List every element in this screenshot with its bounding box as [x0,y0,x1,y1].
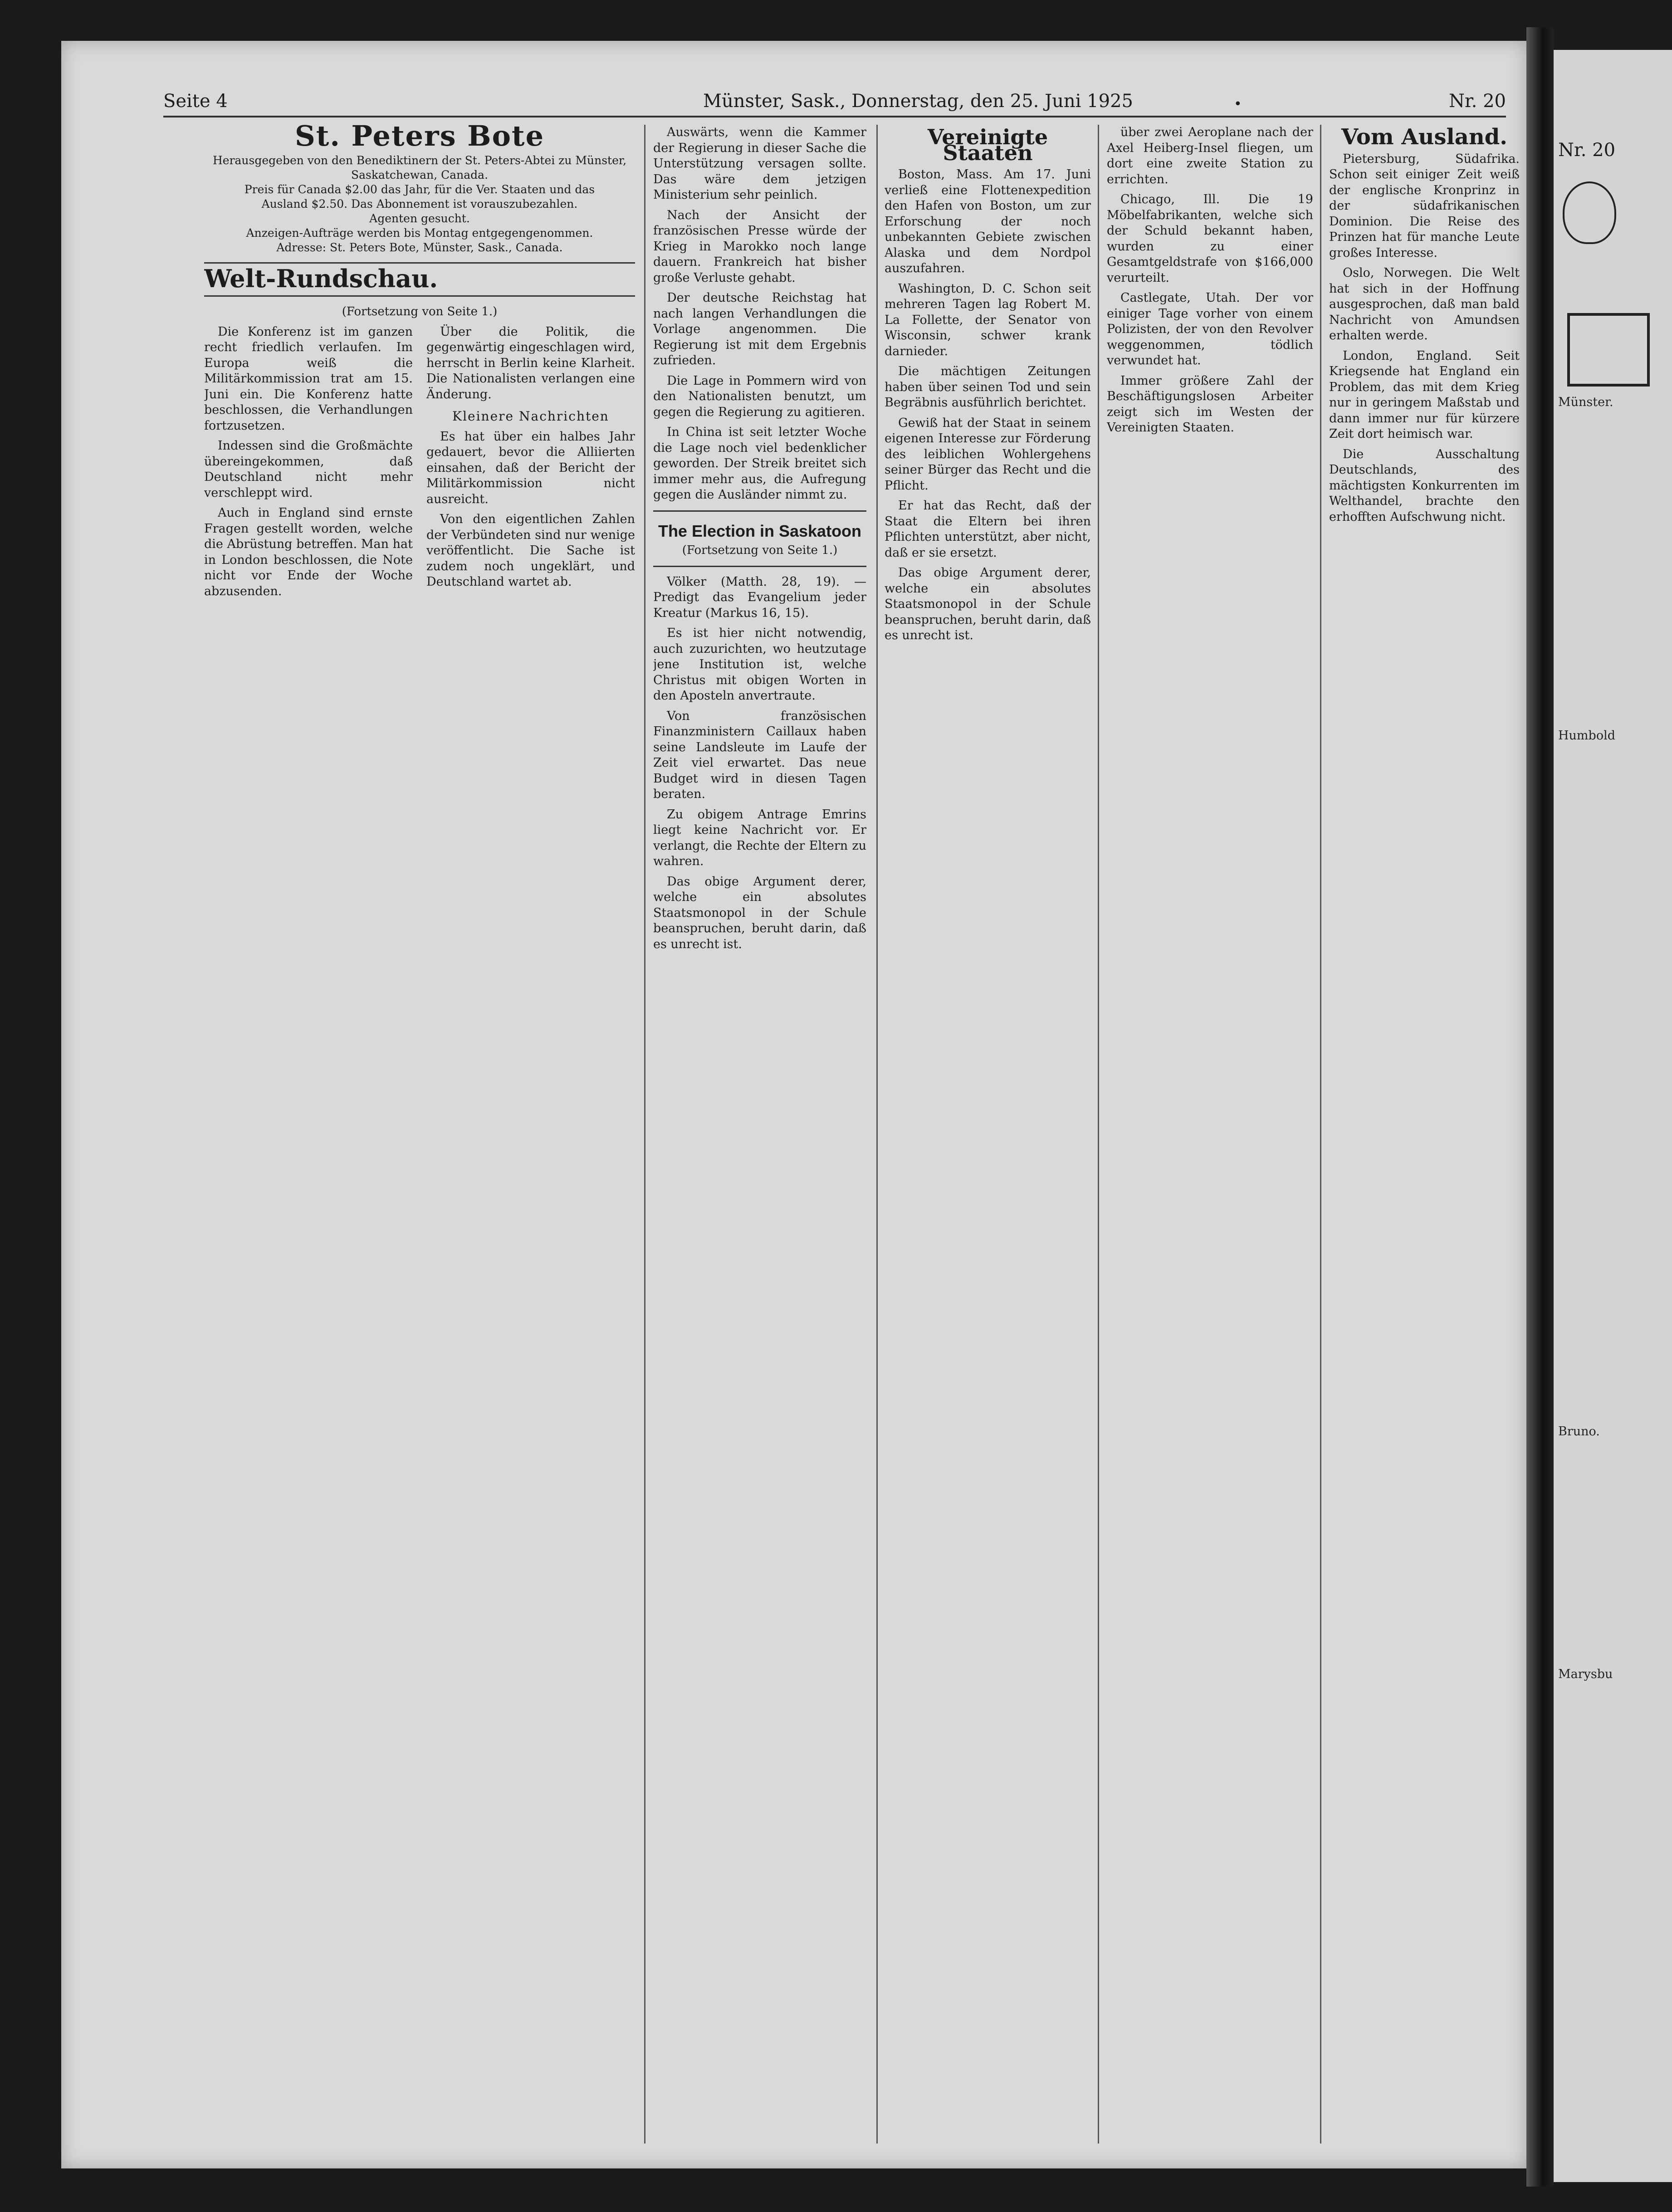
paragraph: Die Ausschaltung Deutschlands, des mächtigsten Konkurrenten im Welthandel, brachte den erhofften Aufschwung nicht. [1329,447,1520,524]
section-title: Welt-Rundschau. [204,264,438,293]
paragraph: Boston, Mass. Am 17. Juni verließ eine Flottenexpedition den Hafen von Boston, um zur Erforschung der noch unbekannten Gebiete zwischen Alaska und dem Nordpol auszufahren. [885,167,1091,275]
paragraph: Es ist hier nicht notwendig, auch zuzurichten, wo heutzutage jene Institution ist, welche Christus mit obigen Worten in den Aposteln anvertraute. [653,626,866,703]
issue-number: Nr. 20 [1448,91,1506,112]
masthead-line: Anzeigen-Aufträge werden bis Montag entgegengenommen. [246,226,593,240]
dateline: Münster, Sask., Donnerstag, den 25. Juni 1925 [703,91,1133,112]
paragraph: Der deutsche Reichstag hat nach langen Verhandlungen die Vorlage angenommen. Die Regierung ist mit dem Ergebnis zufrieden. [653,291,866,367]
book-gutter [1526,27,1554,2187]
continuation-note: (Fortsetzung von Seite 1.) [342,305,498,318]
article-title: The Election in Saskatoon [658,521,862,540]
paragraph: Immer größere Zahl der Beschäftigungslosen Arbeiter zeigt sich im Westen der Vereinigten Staaten. [1107,373,1313,435]
paragraph: Das obige Argument derer, welche ein absolutes Staatsmonopol in der Schule beanspruchen, beruht darin, daß es unrecht ist. [885,566,1091,642]
paragraph: Von französischen Finanzministern Caillaux haben seine Landsleute im Laufe der Zeit viel erwartet. Das neue Budget wird in diesen Tagen beraten. [653,709,866,801]
column-5 [1329,125,1520,2139]
column-rule [1098,125,1099,2143]
adjacent-heading: Humbold [1558,728,1615,743]
section-title: Vereinigte Staaten [927,125,1048,165]
column-4 [1107,125,1313,2139]
adjacent-issue-number: Nr. 20 [1558,140,1616,161]
page-label: Seite 4 [163,91,228,112]
paragraph: Die Konferenz ist im ganzen recht friedlich verlaufen. Im Europa weiß die Militärkommission trat am 15. Juni ein. Die Konferenz hatte beschlossen, die Verhandlungen fortzusetzen. [204,324,413,433]
masthead-line: Agenten gesucht. [369,211,470,225]
paragraph: Oslo, Norwegen. Die Welt hat sich in der Hoffnung ausgesprochen, daß man bald Nachricht von Amundsen erhalten werde. [1329,266,1520,343]
paragraph: Nach der Ansicht der französischen Presse würde der Krieg in Marokko noch lange dauern. Frankreich hat bisher große Verluste gehabt. [653,208,866,285]
paragraph: Das obige Argument derer, welche ein absolutes Staatsmonopol in der Schule beanspruchen, beruht darin, daß es unrecht ist. [653,874,866,951]
bullet-mark: • [1234,96,1242,112]
crest-icon [1563,181,1616,244]
film-frame-icon [1567,313,1650,387]
paragraph: über zwei Aeroplane nach der Axel Heiberg-Insel fliegen, um dort eine zweite Station zu errichten. [1107,125,1313,186]
paragraph: In China ist seit letzter Woche die Lage noch viel bedenklicher geworden. Der Streik breitet sich immer mehr aus, die Aufregung gegen die Ausländer nimmt zu. [653,425,866,502]
article-header [653,510,866,567]
adjacent-heading: Marysbu [1558,1667,1613,1681]
paragraph: Auswärts, wenn die Kammer der Regierung in dieser Sache die Unterstützung versagen sollte. Das wäre dem jetzigen Ministerium sehr peinlich. [653,125,866,202]
section-title: Vom Ausland. [1341,125,1508,150]
subheading: Kleinere Nachrichten [452,409,609,424]
paragraph: Von den eigentlichen Zahlen der Verbündeten sind nur wenige veröffentlicht. Die Sache ist zudem noch ungeklärt, und Deutschland wartet ab. [426,512,635,589]
page-header [163,88,1506,117]
masthead-line: Adresse: St. Peters Bote, Münster, Sask., Canada. [276,240,563,254]
column-rule [644,125,645,2143]
column-rule [1320,125,1321,2143]
paragraph: Völker (Matth. 28, 19). — Predigt das Evangelium jeder Kreatur (Markus 16, 15). [653,574,866,620]
adjacent-heading: Münster. [1558,395,1613,409]
column-1 [204,125,635,2139]
adjacent-heading: Bruno. [1558,1424,1600,1439]
paragraph: Zu obigem Antrage Emrins liegt keine Nachricht vor. Er verlangt, die Rechte der Eltern zu wahren. [653,807,866,868]
paragraph: Über die Politik, die gegenwärtig eingeschlagen wird, herrscht in Berlin keine Klarheit. Die Nationalisten verlangen eine Änderung. [426,324,635,401]
paragraph: Er hat das Recht, daß der Staat die Eltern bei ihren Pflichten unterstützt, aber nicht, daß er sie ersetzt. [885,499,1091,560]
paragraph: London, England. Seit Kriegsende hat England ein Problem, das mit dem Krieg nur in geringem Maßstab und dann immer nur für kürzere Zeit dort heimisch war. [1329,348,1520,441]
paragraph: Die mächtigen Zeitungen haben über seinen Tod und sein Begräbnis ausführlich berichtet. [885,364,1091,410]
column-rule [876,125,878,2143]
adjacent-page [1554,50,1672,2182]
masthead-line: Herausgegeben von den Benediktinern der St. Peters-Abtei zu Münster, [212,153,627,167]
column-2 [653,125,866,2139]
paragraph: Auch in England sind ernste Fragen gestellt worden, welche die Abrüstung betreffen. Man hat in London beschlossen, die Note nicht vor Ende der Woche abzusenden. [204,506,413,598]
continuation-note: (Fortsetzung von Seite 1.) [682,543,838,557]
paragraph: Indessen sind die Großmächte übereingekommen, daß Deutschland nicht mehr verschleppt wird. [204,439,413,500]
masthead-line: Saskatchewan, Canada. [351,168,489,181]
masthead-title: St. Peters Bote [294,125,545,152]
masthead-line: Preis für Canada $2.00 das Jahr, für die Ver. Staaten und das [244,182,595,196]
paragraph: Washington, D. C. Schon seit mehreren Tagen lag Robert M. La Follette, der Senator von Wisconsin, schwer krank darnieder. [885,281,1091,358]
masthead-line: Ausland $2.50. Das Abonnement ist vorauszubezahlen. [261,197,578,210]
column-3 [885,125,1091,2139]
section-header [204,262,635,297]
paragraph: Castlegate, Utah. Der vor einiger Tage vorher von einem Polizisten, der von den Revolver weggenommen, tödlich verwundet hat. [1107,291,1313,367]
paragraph: Es hat über ein halbes Jahr gedauert, bevor die Alliierten einsahen, daß der Bericht der Militärkommission nicht ausreicht. [426,429,635,506]
paragraph: Die Lage in Pommern wird von den Nationalisten benutzt, um gegen die Regierung zu agitieren. [653,373,866,419]
paragraph: Gewiß hat der Staat in seinem eigenen Interesse zur Förderung des leiblichen Wohlergehens seiner Bürger das Recht und die Pflicht. [885,416,1091,493]
article-body [204,324,635,600]
paragraph: Pietersburg, Südafrika. Schon seit einiger Zeit weiß der englische Kronprinz in der südafrikanischen Dominion. Die Reise des Prinzen hat für manche Leute großes Interesse. [1329,152,1520,260]
paragraph: Chicago, Ill. Die 19 Möbelfabrikanten, welche sich der Schuld bekannt haben, wurden zu einer Gesamtgeldstrafe von $166,000 verurteilt. [1107,192,1313,285]
adjacent-text [1558,395,1669,1682]
